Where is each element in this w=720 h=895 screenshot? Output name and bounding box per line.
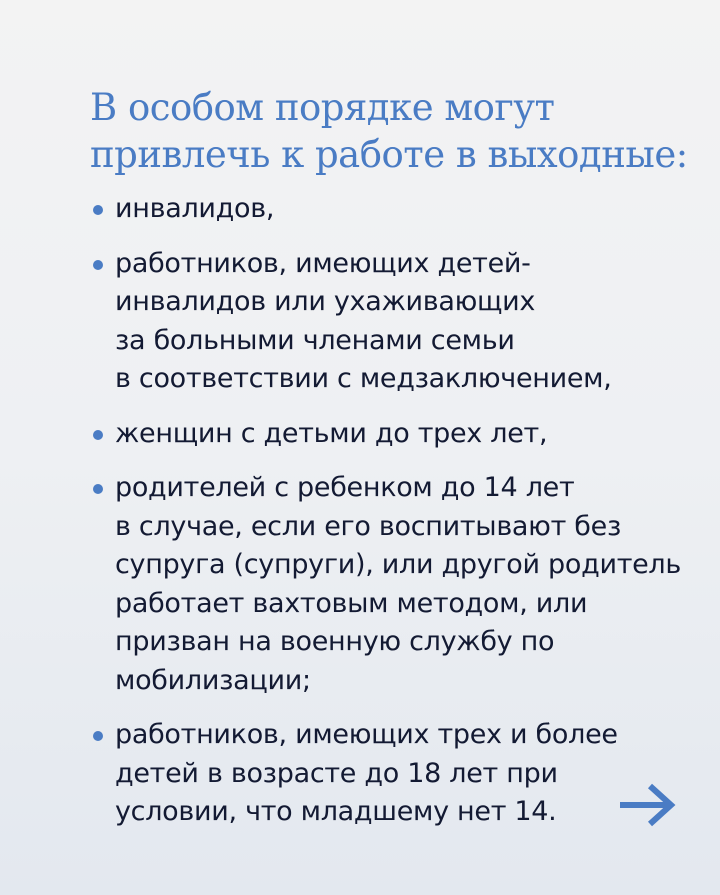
list-item xyxy=(90,716,700,832)
title-line: привлечь к работе в выходные: xyxy=(90,133,688,176)
item-text: женщин с детьми до трех лет, xyxy=(115,417,548,449)
item-text: в соответствии с медзаключением, xyxy=(115,363,612,394)
bullet-icon xyxy=(93,205,103,215)
bullet-list xyxy=(90,190,700,848)
item-text: призван на военную службу по xyxy=(115,626,555,657)
item-text: инвалидов или ухаживающих xyxy=(115,286,536,317)
item-text: за больными членами семьи xyxy=(115,324,515,356)
item-text: мобилизации; xyxy=(115,664,311,696)
title-line: В особом порядке могут xyxy=(90,86,555,129)
item-text: супруга (супруги), или другой родитель xyxy=(115,549,682,580)
item-text: условии, что младшему нет 14. xyxy=(115,796,557,827)
arrow-right-icon[interactable] xyxy=(618,782,676,828)
item-text: родителей с ребенком до 14 лет xyxy=(115,472,575,503)
item-text: работников, имеющих детей- xyxy=(115,247,531,279)
list-item xyxy=(90,415,700,454)
bullet-icon xyxy=(93,731,103,741)
page-title xyxy=(90,84,688,178)
list-item xyxy=(90,190,700,229)
bullet-icon xyxy=(93,484,103,494)
item-text: работает вахтовым методом, или xyxy=(115,587,588,619)
item-text: детей в возрасте до 18 лет при xyxy=(115,757,558,789)
bullet-icon xyxy=(93,430,103,440)
item-text: работников, имеющих трех и более xyxy=(115,719,618,750)
item-text: инвалидов, xyxy=(115,193,275,224)
list-item xyxy=(90,245,700,399)
bullet-icon xyxy=(93,260,103,270)
item-text: в случае, если его воспитывают без xyxy=(115,510,622,542)
list-item xyxy=(90,469,700,700)
